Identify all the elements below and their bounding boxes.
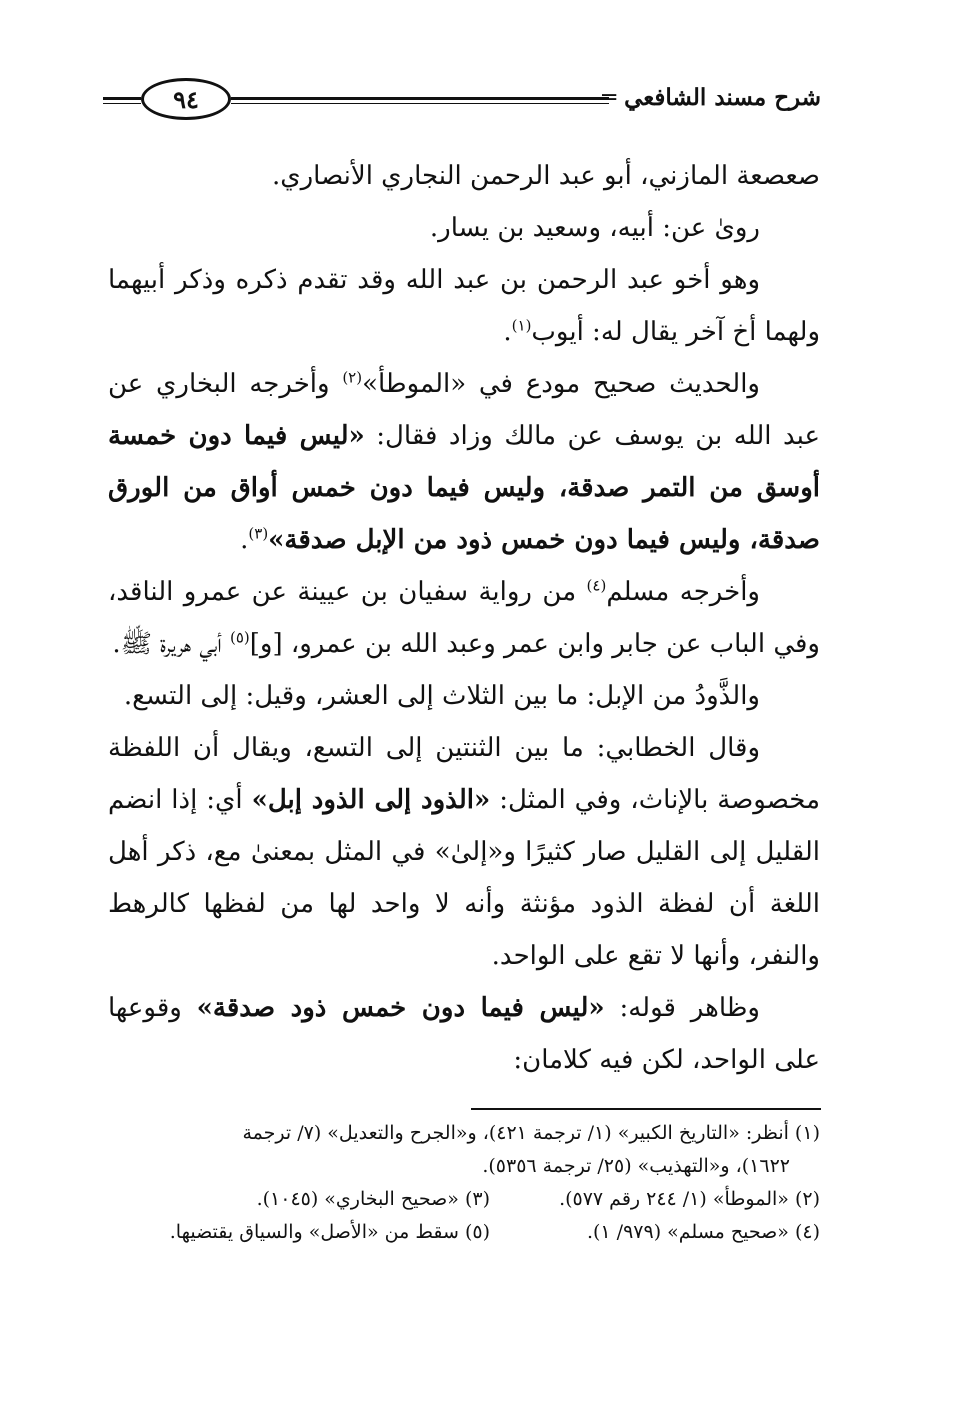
paragraph-6-text: والذَّودُ من الإبل: ما بين الثلاث إلى العشر، وقيل: إلى التسع.: [123, 681, 760, 711]
paragraph-8-text-a: وظاهر قوله:: [604, 993, 760, 1023]
paragraph-3-text: وهو أخو عبد الرحمن بن عبد الله وقد تقدم ذكره وذكر أبيهما ولهما أخ آخر يقال له: أيوب: [108, 265, 820, 347]
paragraph-7-text-b: أي: إذا انضم القليل إلى القليل صار كثيرًا و«إلىٰ» في المثل بمعنىٰ مع، ذكر أهل اللغة أن لفظة الذود مؤنثة وأنه لا واحد لها من لفظها كالرهط والنفر، وأنها لا تقع على الواحد.: [108, 785, 820, 971]
title-ornament-icon: ═: [602, 84, 617, 111]
paragraph-8-text-b: وقوعها على الواحد، لكن فيه كلامان:: [108, 993, 820, 1075]
footnote-1: [108, 1117, 820, 1150]
paragraph-2: [108, 202, 820, 254]
paragraph-3-end: .: [503, 317, 512, 347]
footnote-2: (٢) «الموطأ» (١/ ٢٤٤ رقم ٥٧٧).: [559, 1188, 820, 1210]
proverb-quote: «الذود إلى الذود إبل»: [251, 785, 491, 815]
footnote-5: (٥) سقط من «الأصل» والسياق يقتضيها.: [169, 1221, 490, 1243]
paragraph-1: [108, 150, 820, 202]
hadith-quote-2: «ليس فيما دون خمس ذود صدقة»: [196, 993, 605, 1023]
paragraph-4-text-b: وأخرجه البخاري عن عبد الله بن يوسف عن مالك وزاد فقال:: [108, 369, 820, 451]
footnote-ref-2[interactable]: (٢): [342, 368, 363, 387]
footnotes: [108, 1117, 820, 1249]
paragraph-4-text-a: والحديث صحيح مودع في «الموطأ»: [362, 369, 760, 399]
footnote-row-4-5: [108, 1216, 820, 1249]
footnote-1-continued: [108, 1150, 820, 1183]
paragraph-5: [108, 566, 820, 670]
paragraph-8: [108, 982, 820, 1086]
paragraph-4-end: .: [240, 525, 249, 555]
paragraph-4: [108, 358, 820, 566]
paragraph-6: [108, 670, 820, 722]
page-number-badge: [141, 78, 231, 120]
page-number: ٩٤: [173, 84, 199, 114]
running-title: [596, 84, 821, 111]
paragraph-5-text-c: أبي هريرة ﷺ.: [112, 629, 230, 659]
footnote-3: (٣) «صحيح البخاري» (١٠٤٥).: [256, 1188, 490, 1210]
footnote-ref-1[interactable]: (١): [511, 316, 532, 335]
footnote-ref-4[interactable]: (٤): [586, 576, 607, 595]
header-rule: [231, 97, 609, 104]
paragraph-5-text-a: وأخرجه مسلم: [606, 577, 760, 607]
main-text: [108, 150, 820, 1086]
paragraph-7: [108, 722, 820, 982]
footnote-row-2-3: [108, 1183, 820, 1216]
paragraph-1-text: صعصعة المازني، أبو عبد الرحمن النجاري الأنصاري.: [271, 161, 820, 191]
footnote-ref-5[interactable]: (٥): [229, 628, 250, 647]
header-rule-short: [103, 97, 141, 104]
paragraph-2-text: رویٰ عن: أبيه، وسعيد بن يسار.: [429, 213, 760, 243]
footnote-1-text: (١) أنظر: «التاريخ الكبير» (١/ ترجمة ٤٢١)، و«الجرح والتعديل» (٧/ ترجمة: [242, 1122, 820, 1144]
paragraph-5-text-b: من رواية سفيان بن عيينة عن عمرو الناقد، وفي الباب عن جابر وابن عمر وعبد الله بن عمرو، [و]: [108, 577, 820, 659]
hadith-quote: «ليس فيما دون خمسة أوسق من التمر صدقة، وليس فيما دون خمس أواق من الورق صدقة، وليس فيما دون خمس ذود من الإبل صدقة»: [108, 421, 820, 555]
paragraph-7-text-a: وقال الخطابي: ما بين الثنتين إلى التسع، ويقال أن اللفظة مخصوصة بالإناث، وفي المثل:: [108, 733, 820, 815]
footnote-4: (٤) «صحيح مسلم» (٩٧٩/ ١).: [586, 1221, 820, 1243]
page-header: [103, 78, 821, 128]
paragraph-3: [108, 254, 820, 358]
footnote-separator: [471, 1108, 821, 1110]
footnote-ref-3[interactable]: (٣): [248, 524, 269, 543]
footnote-1-text-cont: ١٦٢٢)، و«التهذيب» (٢٥/ ترجمة ٥٣٥٦).: [482, 1155, 790, 1177]
running-title-text: شرح مسند الشافعي: [624, 84, 821, 111]
